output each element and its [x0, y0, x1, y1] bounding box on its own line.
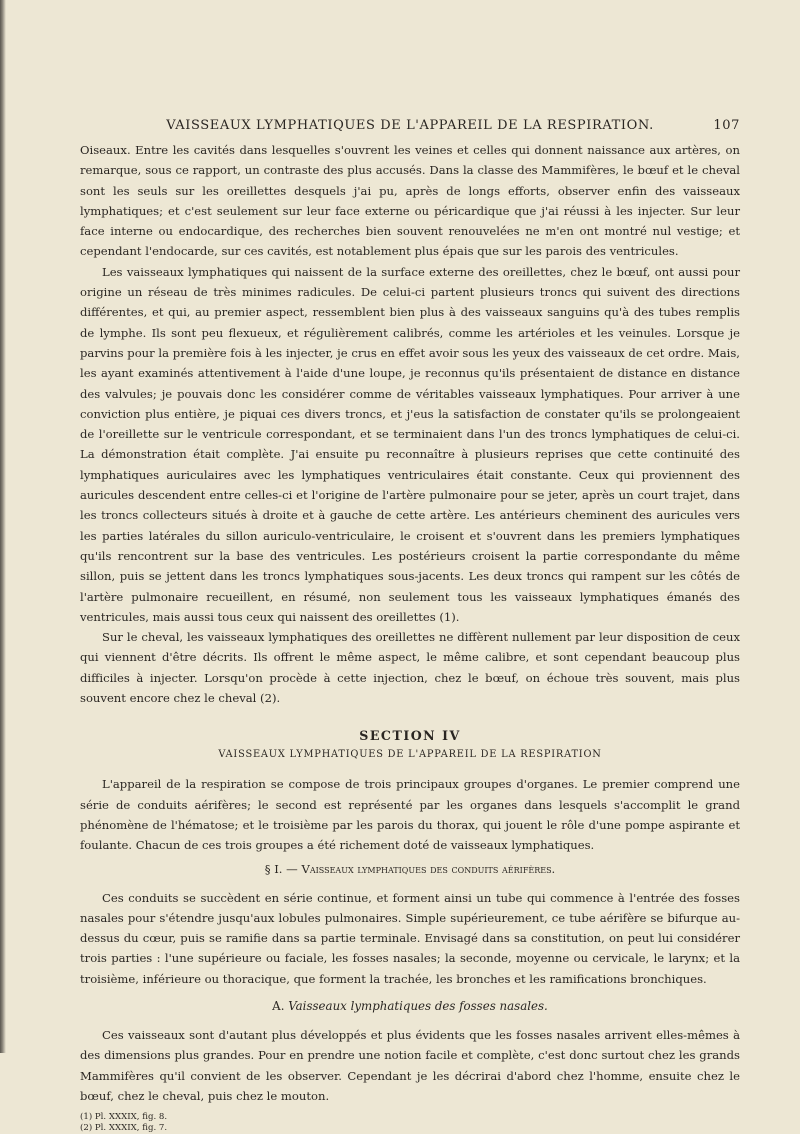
- body-paragraph: Les vaisseaux lymphatiques qui naissent de la surface externe des oreillettes, chez le bœuf, ont aussi pour origine un réseau de très minimes radicules. De celui-ci partent plusieurs troncs qui suivent des directions différentes, et qui, au premier aspect, ressemblent bien plus à des vaisseaux sanguins qu'à des tubes remplis de lymphe. Ils sont peu flexueux, et régulièrement calibrés, comme les artérioles et les veinules. Lorsque je parvins pour la première fois à les injecter, je crus en effet avoir sous les yeux des vaisseaux de cet ordre. Mais, les ayant examinés attentivement à l'aide d'une loupe, je reconnus qu'ils présentaient de distance en distance des valvules; je pouvais donc les considérer comme de véritables vaisseaux lymphatiques. Pour arriver à une conviction plus entière, je piquai ces divers troncs, et j'eus la satisfaction de constater qu'ils se prolongeaient de l'oreillette sur le ventricule correspondant, et se terminaient dans l'un des troncs lymphatiques de celui-ci. La démonstration était complète. J'ai ensuite pu reconnaître à plusieurs reprises que cette continuité des lymphatiques auriculaires avec les lymphatiques ventriculaires était constante. Ceux qui proviennent des auricules descendent entre celles-ci et l'origine de l'artère pulmonaire pour se jeter, après un court trajet, dans les troncs collecteurs situés à droite et à gauche de cette artère. Les antérieurs cheminent des auricules vers les parties latérales du sillon auriculo-ventriculaire, le croisent et s'ouvrent dans les premiers lymphatiques qu'ils rencontrent sur la base des ventricules. Les postérieurs croisent la partie correspondante du même sillon, puis se jettent dans les troncs lymphatiques sous-jacents. Les deux troncs qui rampent sur les côtés de l'artère pulmonaire recueillent, en résumé, non seulement tous les vaisseaux lymphatiques émanés des ventricules, mais aussi tous ceux qui naissent des oreillettes (1).: [80, 264, 740, 624]
- footnotes: [80, 1112, 740, 1134]
- section-subtitle: VAISSEAUX LYMPHATIQUES DE L'APPAREIL DE LA RESPIRATION: [218, 749, 602, 761]
- subheading: [80, 999, 740, 1013]
- paragraph-heading: § I. — Vaisseaux lymphatiques des conduits aérifères.: [264, 861, 556, 876]
- running-head: [80, 118, 740, 140]
- section-title: SECTION IV: [359, 728, 461, 744]
- subheading-title: Vaisseaux lymphatiques des fosses nasales.: [288, 998, 548, 1013]
- subheading-letter: A.: [272, 998, 285, 1013]
- footnote: (1) Pl. XXXIX, fig. 8.: [80, 1112, 168, 1123]
- paragraph-text: Ces conduits se succèdent en série continue, et forment ainsi un tube qui commence à l'entrée des fosses nasales pour s'étendre jusqu'aux lobules pulmonaires. Simple supérieurement, ce tube aérifère se bifurque au-dessus du cœur, puis se ramifie dans sa partie terminale. Envisagé dans sa constitution, on peut lui considérer trois parties : l'une supérieure ou faciale, les fosses nasales; la seconde, moyenne ou cervicale, le larynx; et la troisième, inférieure ou thoracique, que forment la trachée, les bronches et les ramifications bronchiques.: [80, 890, 740, 986]
- subheading-text: Ces vaisseaux sont d'autant plus développés et plus évidents que les fosses nasales arrivent elles-mêmes à des dimensions plus grandes. Pour en prendre une notion facile et complète, c'est donc surtout chez les grands Mammifères qu'il convient de les observer. Cependant je les décrirai d'abord chez l'homme, ensuite chez le bœuf, chez le cheval, puis chez le mouton.: [80, 1027, 740, 1103]
- running-title: VAISSEAUX LYMPHATIQUES DE L'APPAREIL DE LA RESPIRATION.: [166, 118, 654, 133]
- page-number: 107: [713, 118, 740, 133]
- section-intro: L'appareil de la respiration se compose de trois principaux groupes d'organes. Le premier comprend une série de conduits aérifères; le second est représenté par les organes dans lesquels s'accomplit le grand phénomène de l'hématose; et le troisième par les parois du thorax, qui jouent le rôle d'une pompe aspirante et foulante. Chacun de ces trois groupes a été richement doté de vaisseaux lymphatiques.: [80, 777, 740, 853]
- page-binding-edge: [0, 0, 6, 1053]
- body-paragraph: Oiseaux. Entre les cavités dans lesquelles s'ouvrent les veines et celles qui donnent naissance aux artères, on remarque, sous ce rapport, un contraste des plus accusés. Dans la classe des Mammifères, le bœuf et le cheval sont les seuls sur les oreillettes desquels j'ai pu, après de longs efforts, observer enfin des vaisseaux lymphatiques; et c'est seulement sur leur face externe ou péricardique que j'ai réussi à les injecter. Sur leur face interne ou endocardique, des recherches bien souvent renouvelées ne m'en ont montré nul vestige; et cependant l'endocarde, sur ces cavités, est notablement plus épais que sur les parois des ventricules.: [80, 143, 740, 259]
- book-page: [80, 118, 740, 1134]
- footnote: (2) Pl. XXXIX, fig. 7.: [80, 1123, 168, 1134]
- body-paragraph: Sur le cheval, les vaisseaux lymphatiques des oreillettes ne diffèrent nullement par leur disposition de ceux qui viennent d'être décrits. Ils offrent le même aspect, le même calibre, et sont cependant beaucoup plus difficiles à injecter. Lorsqu'on procède à cette injection, chez le bœuf, on échoue très souvent, mais plus souvent encore chez le cheval (2).: [80, 630, 740, 706]
